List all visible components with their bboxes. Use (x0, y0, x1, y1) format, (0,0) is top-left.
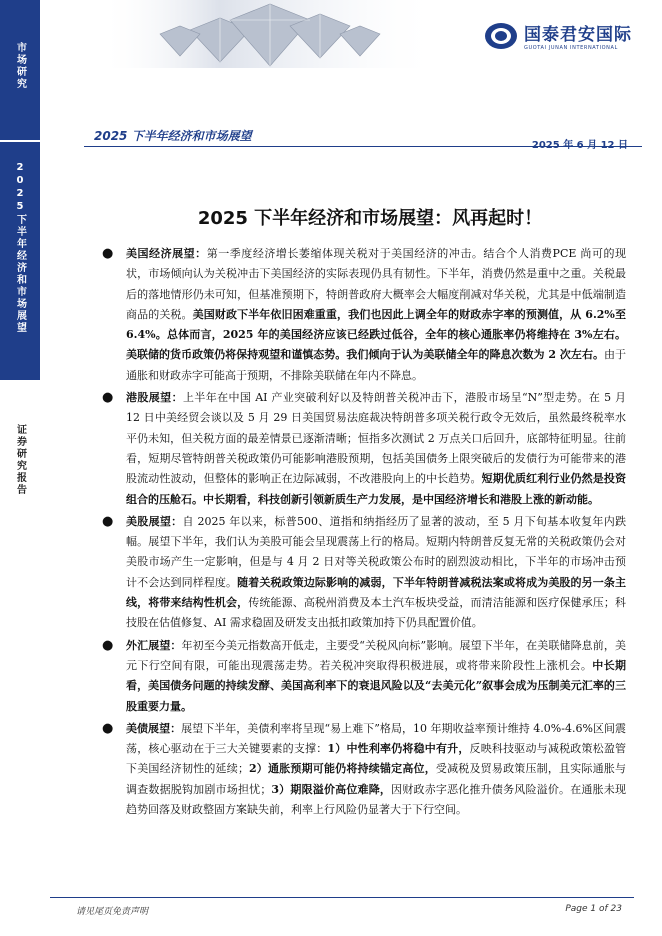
paragraph-lead: 美国经济展望： (126, 247, 207, 260)
paragraph-emphasis: 随着关税政策边际影响的减弱，下半年特朗普减税法案或将成为美股的另一条主线，将带来结构性机会， (126, 575, 627, 610)
page-title: 2025 下半年经济和市场展望：风再起时！ (197, 208, 543, 229)
page-number: Page 1 of 23 (565, 904, 622, 914)
sidebar-mid-block (0, 140, 40, 382)
paragraph-lead: 港股展望： (126, 391, 183, 405)
paragraph-emphasis: 1）中性利率仍将稳中有升， (327, 742, 470, 756)
paragraph-text: 受减税及贸易政策压制，且实际通胀与调查数据脱钩加剧市场担忧； (126, 762, 627, 796)
sidebar-bottom-block (0, 380, 40, 936)
paragraph-text: 展望下半年，美债利率将呈现“易上难下”格局，10 年期收益率预计维持 4.0%-4.6%区间震荡，核心驱动在于三大关键要素的支撑： (126, 721, 626, 756)
paragraph-emphasis: 美国财政下半年依旧困难重重，我们也因此上调全年的财政赤字率的预测值，从 6.2%至 6.4%。总体而言，2025 年的美国经济应该已经跌过低谷，全年的核心通胀率仍将维持在 3%左右。美联储的货币政策仍将保持观望和谨慎态势。我们倾向于认为美联储全年的降息次数为 2 次左右。 (126, 307, 626, 362)
paragraph-text: 反映科技驱动与减税政策松盈管下美国经济韧性的延续； (126, 742, 627, 776)
bullet-dot-icon: ● (102, 513, 114, 529)
paragraph-text: 自 2025 年以来，标普500、道指和纳指经历了显著的波动，至 5 月下旬基本收复年内跌幅。展望下半年，我们认为美股可能会呈现震荡上行的格局。短期内特朗普反复无常的关税政策仍会对美股市场产生一定影响，但是与 4 月 2 日对等关税政策公布时的剧烈波动相比，下半年的市场冲击预计不会达到同样程度。 (126, 514, 626, 589)
paragraph-lead: 美债展望： (126, 721, 182, 735)
sidebar (0, 0, 40, 936)
paragraph-text: 由于通胀和财政赤字可能高于预期，不排除美联储在年内不降息。 (126, 348, 626, 382)
header-banner (40, 0, 662, 68)
report-series-label: 2025 下半年经济和市场展望 (94, 129, 252, 143)
brand-logo (484, 20, 632, 51)
bullet-dot-icon: ● (102, 637, 114, 653)
paragraph-emphasis: 中长期看，美国债务问题的持续发酵、美国高利率下的衰退风险以及“去美元化”叙事会成为压制美元汇率的三股重要力量。 (126, 658, 627, 713)
bullet-paragraph (100, 719, 626, 820)
brand-logo-icon (484, 22, 518, 50)
bullet-paragraph (100, 244, 626, 386)
paragraph-text: 传统能源、高税州消费及本土汽车板块受益，而清洁能源和医疗保健承压；科技股在估值修复、AI 需求稳固及研发支出抵扣政策加持下仍具配置价值。 (126, 596, 626, 630)
sidebar-bottom-label: 证券研究报告 (14, 424, 26, 496)
paragraph-text: 上半年在中国 AI 产业突破利好以及特朗普关税冲击下，港股市场呈“N”型走势。在 5 月 12 日中美经贸会谈以及 5 月 29 日美国贸易法庭裁决特朗普多项关税行政令无效后，虽然最终税率水平仍未知，但关税方面的最差情景已逐渐清晰；恒指多次测试 2 万点关口后回升，底部特征明显。往前看，短期尽管特朗普关税政策仍可能影响港股预期，包括美国债务上限突破后的发债行为可能带来的港股流动性波动，但整体的影响正在边际减弱，不改港股向上的中长趋势。 (126, 391, 626, 486)
bullet-dot-icon: ● (102, 246, 114, 261)
paragraph-text: 第一季度经济增长萎缩体现关税对于美国经济的冲击。结合个人消费PCE 尚可的现状，市场倾向认为关税冲击下美国经济的实际表现仍具有韧性。下半年，消费仍然是重中之重。关税最后的落地情形仍未可知，但基准预期下，特朗普政府大概率会大幅度削减对华关税，尤其是中低端制造商品的关税。 (126, 247, 627, 321)
paragraph-text: 年初至今美元指数高开低走，主要受“关税风向标”影响。展望下半年，在美联储降息前，美元下行空间有限，可能出现震荡走势。若关税冲突取得积极进展，或将带来阶段性上涨机会。 (126, 638, 626, 672)
bullet-paragraph (100, 388, 626, 510)
sidebar-top-block (0, 0, 40, 140)
paragraph-emphasis: 短期优质红利行业仍然是投资组合的压舱石。中长期看，科技创新引领新质生产力发展，是中国经济增长和港股上涨的新动能。 (126, 472, 627, 506)
sidebar-top-label: 市场研究 (14, 42, 26, 90)
paragraph-text: 因财政赤字恶化推升债务风险溢价。在通胀未现趋势回落及财政整固方案缺失前，利率上行风险仍显著大于下行空间。 (126, 782, 627, 817)
paragraph-emphasis: 2）通胀预期可能仍将持续锚定高位， (248, 762, 436, 776)
footer-disclaimer: 请见尾页免责声明 (76, 907, 149, 917)
bullet-dot-icon: ● (102, 390, 114, 406)
report-body (100, 244, 626, 822)
bullet-paragraph (100, 636, 626, 717)
report-date: 2025 年 6 月 12 日 (531, 140, 628, 151)
paragraph-lead: 美股展望： (126, 514, 183, 528)
paragraph-emphasis: 3）期限溢价高位难降， (271, 782, 392, 796)
bullet-dot-icon: ● (102, 720, 114, 736)
sidebar-mid-label: 2025下半年经济和市场展望 (14, 162, 26, 334)
brand-name-cn: 国泰君安国际 (524, 25, 632, 45)
brand-name-en: GUOTAI JUNAN INTERNATIONAL (524, 45, 618, 51)
footer-rule (50, 897, 634, 898)
paragraph-lead: 外汇展望： (126, 638, 182, 652)
bullet-paragraph (100, 512, 626, 634)
